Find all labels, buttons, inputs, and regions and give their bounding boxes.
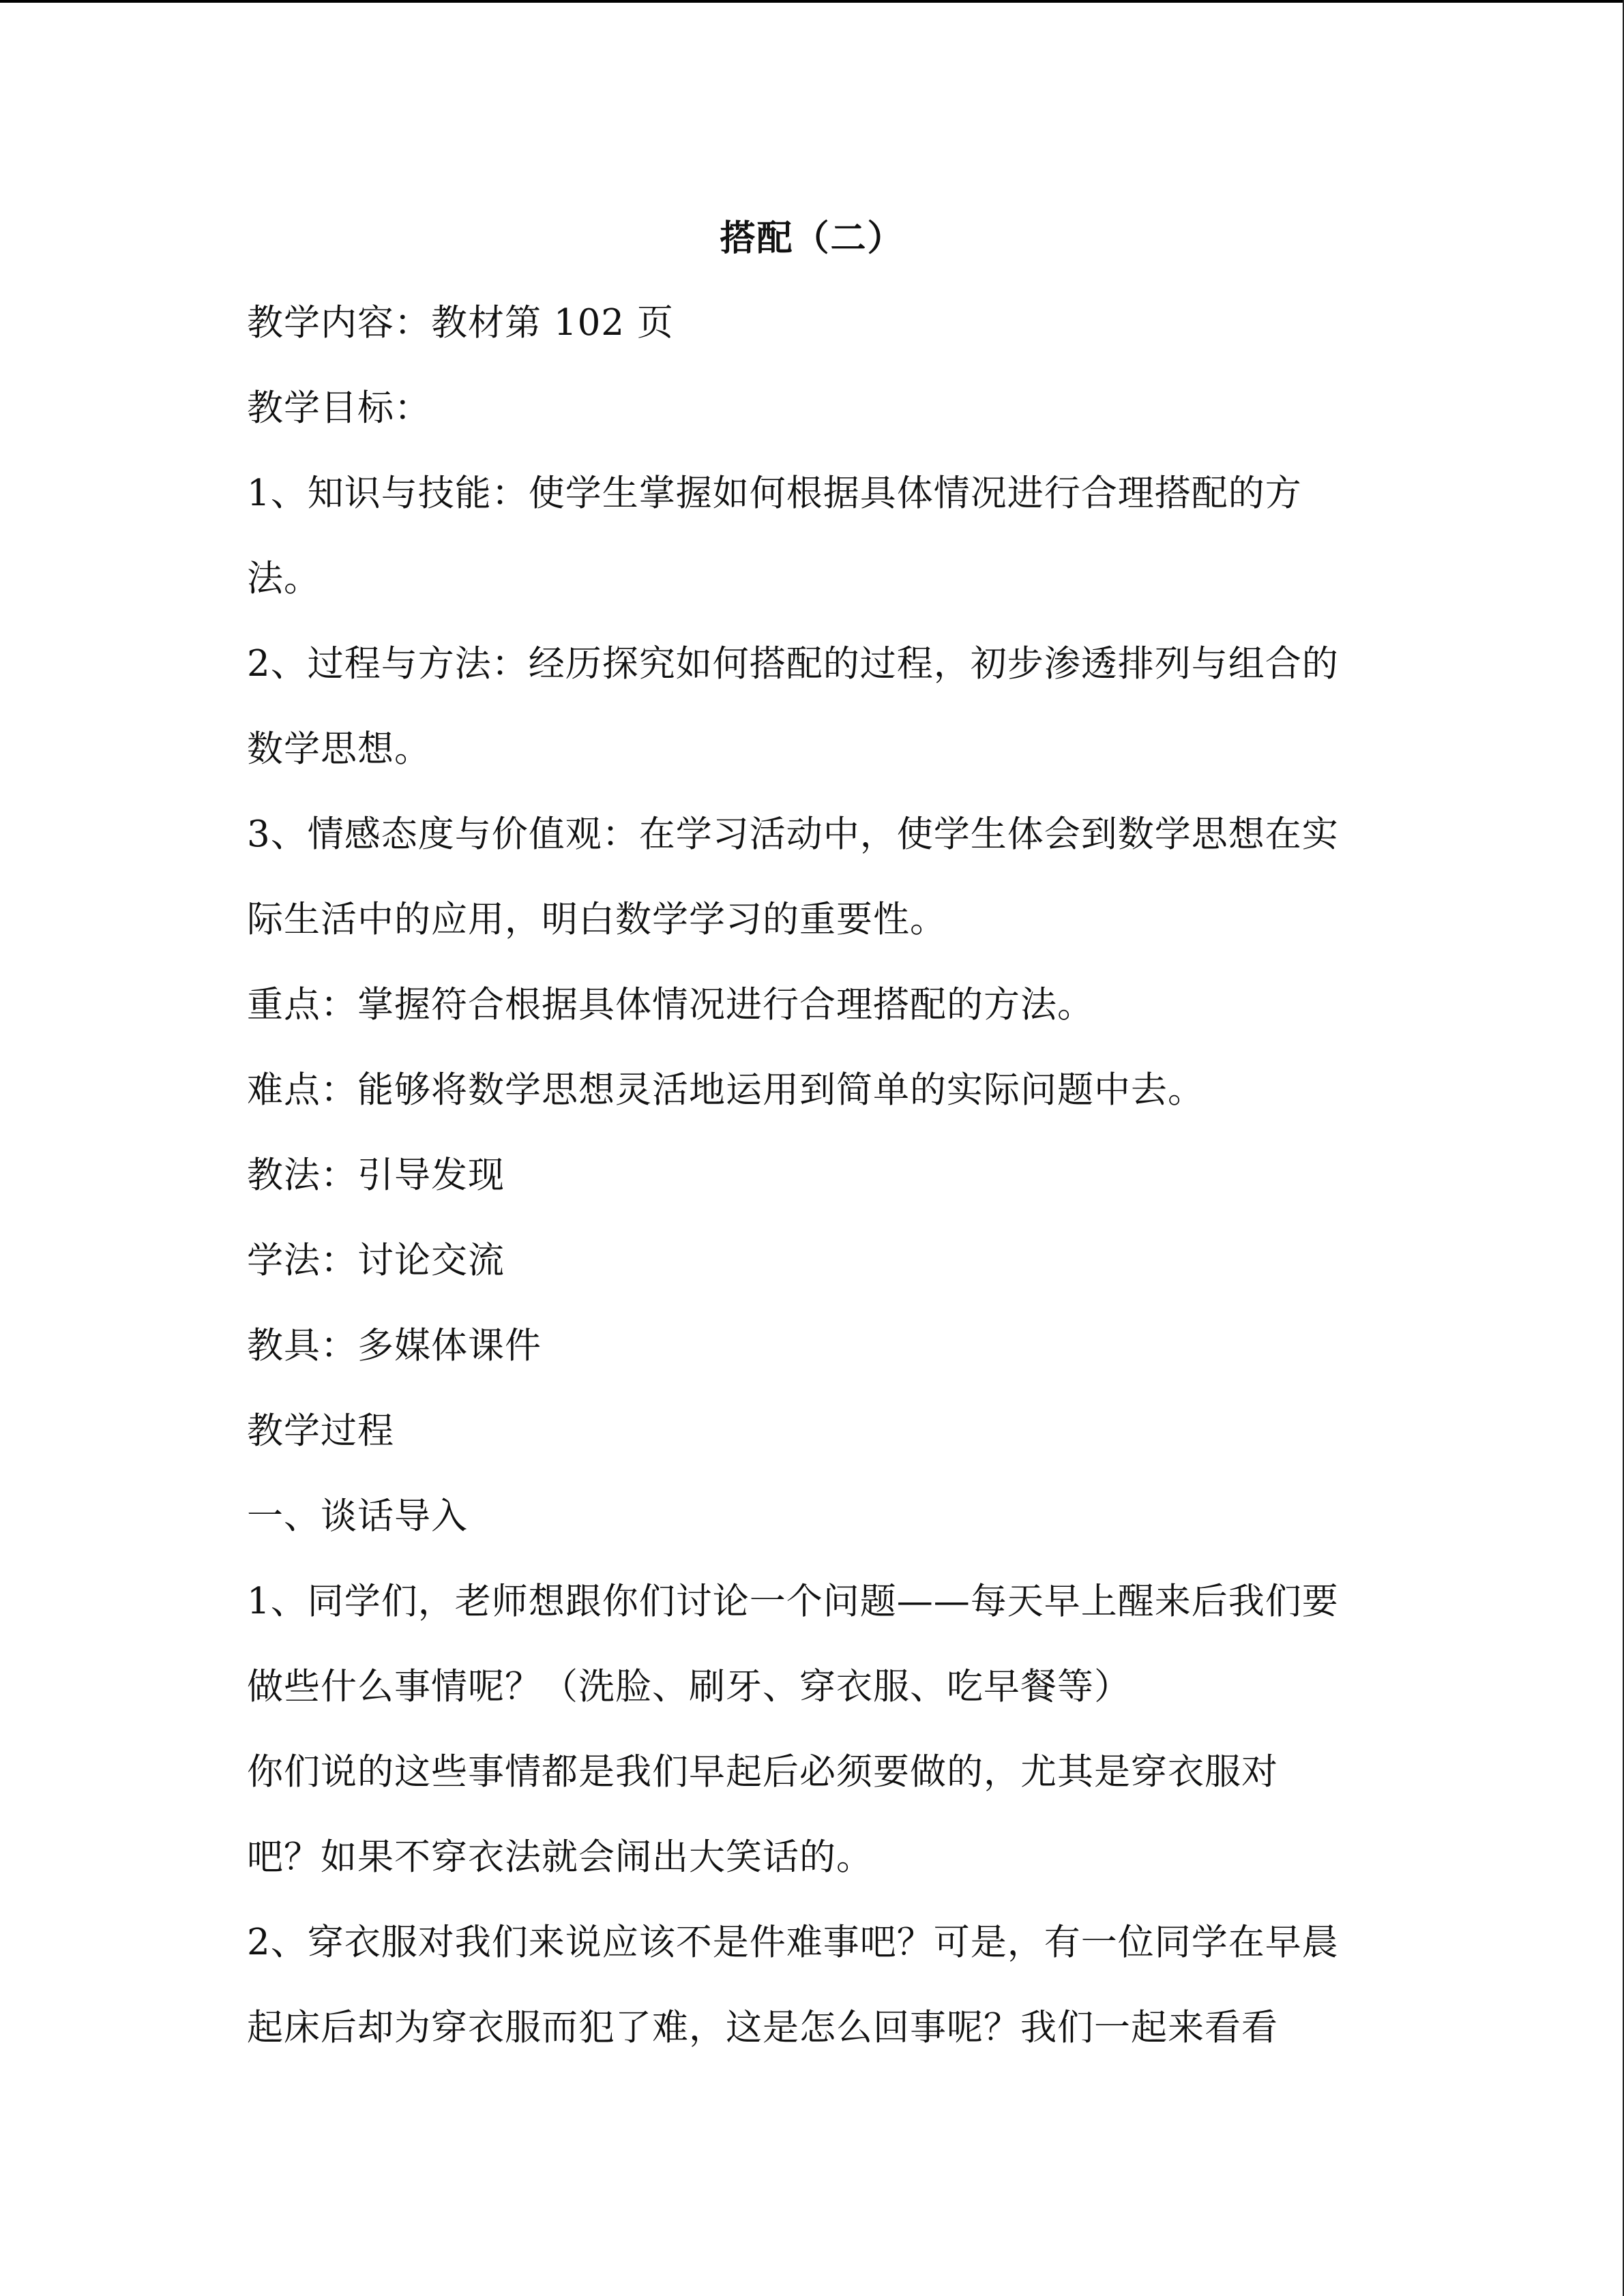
teaching-method-line: 教法：引导发现 xyxy=(247,1154,505,1196)
objective-1-line-1: 1、知识与技能：使学生掌握如何根据具体情况进行合理搭配的方 xyxy=(247,473,1302,514)
teaching-aids-line: 教具：多媒体课件 xyxy=(247,1325,542,1367)
paragraph-3-line-2: 起床后却为穿衣服而犯了难，这是怎么回事呢？我们一起来看看 xyxy=(247,2007,1278,2048)
objective-1-line-2: 法。 xyxy=(247,558,321,599)
teaching-process-heading: 教学过程 xyxy=(247,1410,394,1452)
objective-2-line-1: 2、过程与方法：经历探究如何搭配的过程，初步渗透排列与组合的 xyxy=(247,643,1339,685)
objective-3-line-1: 3、情感态度与价值观：在学习活动中，使学生体会到数学思想在实 xyxy=(247,814,1339,855)
document-title: 搭配（二） xyxy=(720,218,904,259)
learning-method-line: 学法：讨论交流 xyxy=(247,1240,505,1281)
paragraph-1-line-2: 做些什么事情呢？（洗脸、刷牙、穿衣服、吃早餐等） xyxy=(247,1666,1131,1708)
paragraph-2-line-1: 你们说的这些事情都是我们早起后必须要做的，尤其是穿衣服对 xyxy=(247,1751,1278,1793)
section-1-heading: 一、谈话导入 xyxy=(247,1495,468,1537)
paragraph-1-line-1: 1、同学们，老师想跟你们讨论一个问题——每天早上醒来后我们要 xyxy=(247,1581,1339,1622)
teaching-content-line: 教学内容：教材第 102 页 xyxy=(247,302,674,344)
paragraph-3-line-1: 2、穿衣服对我们来说应该不是件难事吧？可是，有一位同学在早晨 xyxy=(247,1922,1339,1963)
page-top-border xyxy=(0,0,1624,3)
objective-3-line-2: 际生活中的应用，明白数学学习的重要性。 xyxy=(247,899,947,940)
paragraph-2-line-2: 吧？如果不穿衣法就会闹出大笑话的。 xyxy=(247,1836,873,1878)
teaching-objectives-heading: 教学目标： xyxy=(247,387,431,429)
difficulty-line: 难点：能够将数学思想灵活地运用到简单的实际问题中去。 xyxy=(247,1069,1205,1111)
key-point-line: 重点：掌握符合根据具体情况进行合理搭配的方法。 xyxy=(247,984,1094,1026)
objective-2-line-2: 数学思想。 xyxy=(247,728,431,770)
